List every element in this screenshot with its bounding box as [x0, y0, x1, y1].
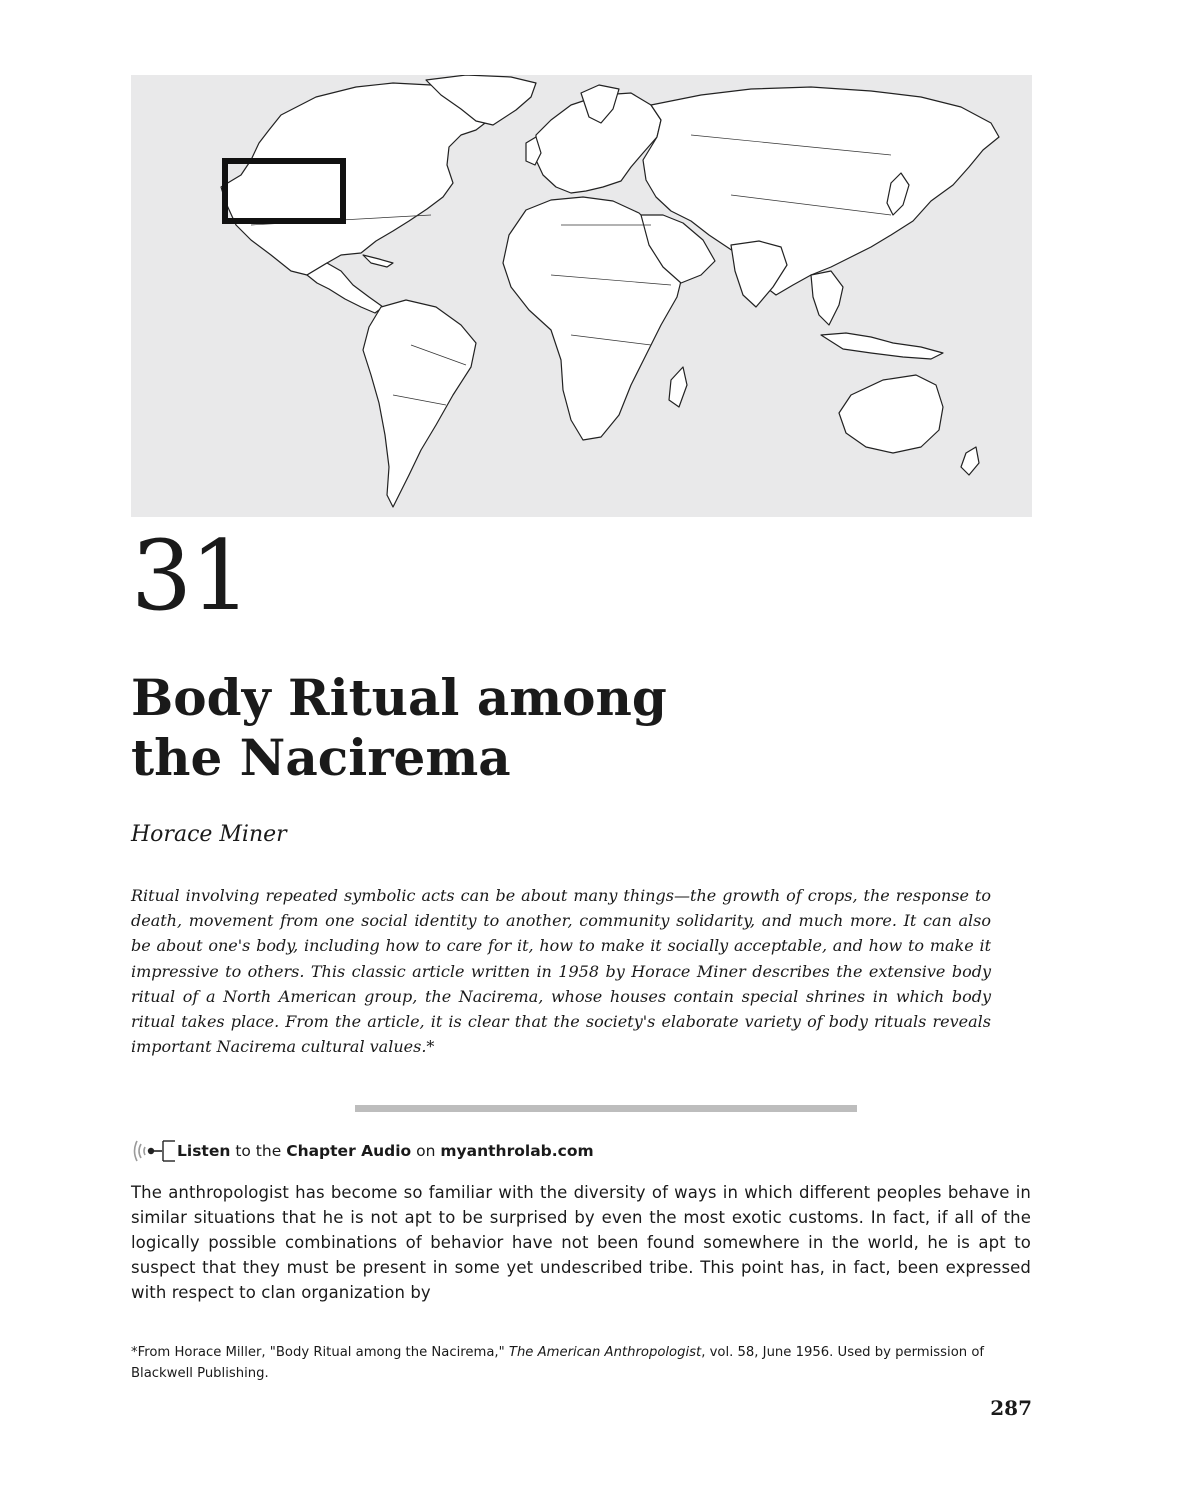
body-paragraph: The anthropologist has become so familiar with the diversity of ways in which different peoples behave in similar situations that he is not apt to be surprised by even the most exotic customs. In fact, if all of the logically possible combinations of behavior have not been found somewhere in the world, he is apt to suspect that they must be present in some yet undescribed tribe. This point has, in fact, been expressed with respect to clan organization by [131, 1183, 1031, 1302]
central-america-land [307, 263, 383, 313]
author-name: Horace Miner [131, 822, 287, 847]
world-map-graphic [131, 75, 1032, 517]
caribbean-land [363, 255, 393, 267]
footnote [131, 1342, 1031, 1384]
footnote-suffix: , vol. 58, June 1956. Used by permission of Blackwell Publishing. [131, 1345, 985, 1381]
new-zealand-land [961, 447, 979, 475]
australia-land [839, 375, 943, 453]
chapter-number: 31 [131, 520, 250, 632]
audio-to-the: to the [235, 1142, 282, 1160]
world-map [131, 75, 1032, 517]
footnote-journal: The American Anthropologist [508, 1345, 702, 1360]
audio-chapter-audio: Chapter Audio [286, 1142, 412, 1160]
audio-site-link[interactable]: myanthrolab.com [440, 1142, 594, 1160]
madagascar-land [669, 367, 687, 407]
page-number: 287 [990, 1396, 1032, 1420]
footnote-prefix: *From Horace Miller, "Body Ritual among the Nacirema," [131, 1345, 505, 1360]
intro-paragraph: Ritual involving repeated symbolic acts can be about many things—the growth of crops, the response to death, movement from one social identity to another, community solidarity, and much more. It can also be about one's body, including how to care for it, how to make it socially acceptable, and how to make it impressive to others. This classic article written in 1958 by Horace Miner describes the extensive body ritual of a North American group, the Nacirema, whose houses contain special shrines in which body ritual takes place. From the article, it is clear that the society's elaborate variety of body rituals reveals important Nacirema cultural values.* [131, 886, 991, 1057]
section-divider [355, 1105, 857, 1112]
chapter-title [131, 668, 1031, 788]
chapter-audio-link[interactable] [131, 1137, 594, 1165]
speaker-waves-icon [131, 1137, 175, 1165]
southeast-asia-land [811, 271, 843, 325]
north-america-land [221, 83, 489, 275]
audio-listen-label: Listen [177, 1142, 231, 1160]
chapter-title-line-2: the Nacirema [131, 728, 511, 787]
india-land [731, 241, 787, 307]
indonesia-land [821, 333, 943, 359]
south-america-land [363, 300, 476, 507]
audio-on: on [416, 1142, 436, 1160]
chapter-title-line-1: Body Ritual among [131, 668, 667, 727]
